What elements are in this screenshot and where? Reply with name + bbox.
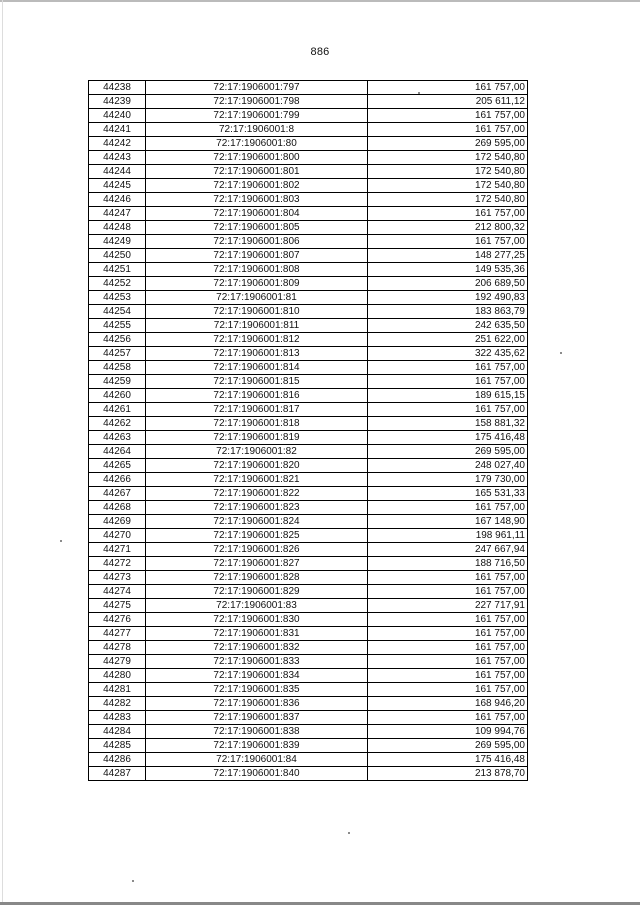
value-cell: 161 757,00	[368, 123, 528, 137]
row-number-cell: 44274	[89, 585, 146, 599]
value-cell: 205 611,12	[368, 95, 528, 109]
table-row	[89, 277, 528, 291]
row-number-cell: 44242	[89, 137, 146, 151]
value-cell: 148 277,25	[368, 249, 528, 263]
value-cell: 269 595,00	[368, 137, 528, 151]
cadastral-number-cell: 72:17:1906001:814	[146, 361, 368, 375]
value-cell: 247 667,94	[368, 543, 528, 557]
table-row	[89, 753, 528, 767]
row-number-cell: 44244	[89, 165, 146, 179]
cadastral-number-cell: 72:17:1906001:819	[146, 431, 368, 445]
value-cell: 188 716,50	[368, 557, 528, 571]
cadastral-number-cell: 72:17:1906001:828	[146, 571, 368, 585]
table-row	[89, 417, 528, 431]
table-row	[89, 347, 528, 361]
cadastral-number-cell: 72:17:1906001:829	[146, 585, 368, 599]
value-cell: 158 881,32	[368, 417, 528, 431]
table-row	[89, 473, 528, 487]
row-number-cell: 44240	[89, 109, 146, 123]
value-cell: 183 863,79	[368, 305, 528, 319]
cadastral-number-cell: 72:17:1906001:806	[146, 235, 368, 249]
cadastral-number-cell: 72:17:1906001:831	[146, 627, 368, 641]
page-top-edge	[0, 0, 640, 2]
row-number-cell: 44271	[89, 543, 146, 557]
row-number-cell: 44270	[89, 529, 146, 543]
cadastral-number-cell: 72:17:1906001:811	[146, 319, 368, 333]
table-row	[89, 739, 528, 753]
table-row	[89, 543, 528, 557]
cadastral-number-cell: 72:17:1906001:81	[146, 291, 368, 305]
row-number-cell: 44279	[89, 655, 146, 669]
cadastral-number-cell: 72:17:1906001:823	[146, 501, 368, 515]
table-row	[89, 459, 528, 473]
value-cell: 242 635,50	[368, 319, 528, 333]
cadastral-number-cell: 72:17:1906001:836	[146, 697, 368, 711]
row-number-cell: 44248	[89, 221, 146, 235]
cadastral-number-cell: 72:17:1906001:813	[146, 347, 368, 361]
table-row	[89, 683, 528, 697]
table-row	[89, 375, 528, 389]
row-number-cell: 44247	[89, 207, 146, 221]
value-cell: 161 757,00	[368, 613, 528, 627]
value-cell: 161 757,00	[368, 683, 528, 697]
row-number-cell: 44278	[89, 641, 146, 655]
table-row	[89, 571, 528, 585]
row-number-cell: 44284	[89, 725, 146, 739]
table-row	[89, 249, 528, 263]
cadastral-number-cell: 72:17:1906001:802	[146, 179, 368, 193]
row-number-cell: 44275	[89, 599, 146, 613]
value-cell: 161 757,00	[368, 403, 528, 417]
cadastral-number-cell: 72:17:1906001:818	[146, 417, 368, 431]
cadastral-number-cell: 72:17:1906001:820	[146, 459, 368, 473]
cadastral-number-cell: 72:17:1906001:832	[146, 641, 368, 655]
table-row	[89, 585, 528, 599]
value-cell: 161 757,00	[368, 235, 528, 249]
value-cell: 227 717,91	[368, 599, 528, 613]
table-row	[89, 627, 528, 641]
cadastral-number-cell: 72:17:1906001:822	[146, 487, 368, 501]
row-number-cell: 44254	[89, 305, 146, 319]
cadastral-number-cell: 72:17:1906001:825	[146, 529, 368, 543]
cadastral-number-cell: 72:17:1906001:827	[146, 557, 368, 571]
value-cell: 172 540,80	[368, 193, 528, 207]
cadastral-number-cell: 72:17:1906001:833	[146, 655, 368, 669]
table-row	[89, 557, 528, 571]
value-cell: 248 027,40	[368, 459, 528, 473]
row-number-cell: 44250	[89, 249, 146, 263]
scan-speck	[560, 352, 562, 354]
cadastral-number-cell: 72:17:1906001:812	[146, 333, 368, 347]
row-number-cell: 44245	[89, 179, 146, 193]
cadastral-number-cell: 72:17:1906001:797	[146, 81, 368, 95]
row-number-cell: 44243	[89, 151, 146, 165]
table-row	[89, 81, 528, 95]
table-row	[89, 305, 528, 319]
value-cell: 165 531,33	[368, 487, 528, 501]
row-number-cell: 44265	[89, 459, 146, 473]
cadastral-number-cell: 72:17:1906001:826	[146, 543, 368, 557]
value-cell: 212 800,32	[368, 221, 528, 235]
row-number-cell: 44282	[89, 697, 146, 711]
value-cell: 161 757,00	[368, 711, 528, 725]
cadastral-number-cell: 72:17:1906001:83	[146, 599, 368, 613]
row-number-cell: 44264	[89, 445, 146, 459]
value-cell: 179 730,00	[368, 473, 528, 487]
row-number-cell: 44258	[89, 361, 146, 375]
scan-speck	[348, 832, 350, 834]
value-cell: 172 540,80	[368, 151, 528, 165]
value-cell: 172 540,80	[368, 165, 528, 179]
table-row	[89, 151, 528, 165]
cadastral-number-cell: 72:17:1906001:803	[146, 193, 368, 207]
value-cell: 161 757,00	[368, 207, 528, 221]
cadastral-value-table	[88, 80, 528, 781]
table-row	[89, 291, 528, 305]
table-row	[89, 445, 528, 459]
row-number-cell: 44255	[89, 319, 146, 333]
row-number-cell: 44272	[89, 557, 146, 571]
value-cell: 161 757,00	[368, 501, 528, 515]
value-cell: 175 416,48	[368, 753, 528, 767]
table-row	[89, 389, 528, 403]
value-cell: 189 615,15	[368, 389, 528, 403]
cadastral-number-cell: 72:17:1906001:830	[146, 613, 368, 627]
value-cell: 161 757,00	[368, 81, 528, 95]
table-row	[89, 767, 528, 781]
value-cell: 161 757,00	[368, 361, 528, 375]
row-number-cell: 44276	[89, 613, 146, 627]
value-cell: 192 490,83	[368, 291, 528, 305]
table-row	[89, 235, 528, 249]
value-cell: 161 757,00	[368, 109, 528, 123]
table-row	[89, 515, 528, 529]
cadastral-number-cell: 72:17:1906001:809	[146, 277, 368, 291]
row-number-cell: 44239	[89, 95, 146, 109]
row-number-cell: 44238	[89, 81, 146, 95]
cadastral-number-cell: 72:17:1906001:800	[146, 151, 368, 165]
cadastral-number-cell: 72:17:1906001:834	[146, 669, 368, 683]
table-row	[89, 697, 528, 711]
row-number-cell: 44287	[89, 767, 146, 781]
value-cell: 149 535,36	[368, 263, 528, 277]
value-cell: 269 595,00	[368, 739, 528, 753]
row-number-cell: 44268	[89, 501, 146, 515]
value-cell: 213 878,70	[368, 767, 528, 781]
table-row	[89, 333, 528, 347]
row-number-cell: 44280	[89, 669, 146, 683]
table-row	[89, 403, 528, 417]
cadastral-number-cell: 72:17:1906001:808	[146, 263, 368, 277]
cadastral-number-cell: 72:17:1906001:840	[146, 767, 368, 781]
row-number-cell: 44263	[89, 431, 146, 445]
row-number-cell: 44285	[89, 739, 146, 753]
row-number-cell: 44261	[89, 403, 146, 417]
value-cell: 168 946,20	[368, 697, 528, 711]
table-row	[89, 193, 528, 207]
cadastral-number-cell: 72:17:1906001:82	[146, 445, 368, 459]
cadastral-number-cell: 72:17:1906001:839	[146, 739, 368, 753]
cadastral-number-cell: 72:17:1906001:817	[146, 403, 368, 417]
row-number-cell: 44251	[89, 263, 146, 277]
table-row	[89, 207, 528, 221]
table-row	[89, 319, 528, 333]
page-left-edge	[2, 0, 3, 905]
value-cell: 161 757,00	[368, 375, 528, 389]
value-cell: 161 757,00	[368, 641, 528, 655]
row-number-cell: 44281	[89, 683, 146, 697]
table-row	[89, 641, 528, 655]
table-row	[89, 137, 528, 151]
table-row	[89, 123, 528, 137]
scan-speck	[132, 880, 134, 882]
value-cell: 198 961,11	[368, 529, 528, 543]
row-number-cell: 44246	[89, 193, 146, 207]
table-row	[89, 669, 528, 683]
row-number-cell: 44260	[89, 389, 146, 403]
value-cell: 251 622,00	[368, 333, 528, 347]
value-cell: 161 757,00	[368, 627, 528, 641]
page-number: 886	[310, 46, 330, 58]
value-cell: 269 595,00	[368, 445, 528, 459]
cadastral-number-cell: 72:17:1906001:837	[146, 711, 368, 725]
value-cell: 167 148,90	[368, 515, 528, 529]
table-row	[89, 221, 528, 235]
row-number-cell: 44249	[89, 235, 146, 249]
cadastral-number-cell: 72:17:1906001:807	[146, 249, 368, 263]
row-number-cell: 44257	[89, 347, 146, 361]
table-row	[89, 431, 528, 445]
value-cell: 322 435,62	[368, 347, 528, 361]
value-cell: 161 757,00	[368, 585, 528, 599]
value-cell: 109 994,76	[368, 725, 528, 739]
table-row	[89, 529, 528, 543]
row-number-cell: 44256	[89, 333, 146, 347]
scan-speck	[418, 92, 420, 94]
row-number-cell: 44262	[89, 417, 146, 431]
cadastral-number-cell: 72:17:1906001:801	[146, 165, 368, 179]
table-row	[89, 361, 528, 375]
table-row	[89, 109, 528, 123]
table-row	[89, 263, 528, 277]
row-number-cell: 44277	[89, 627, 146, 641]
cadastral-number-cell: 72:17:1906001:835	[146, 683, 368, 697]
row-number-cell: 44252	[89, 277, 146, 291]
cadastral-number-cell: 72:17:1906001:838	[146, 725, 368, 739]
table-row	[89, 165, 528, 179]
value-cell: 175 416,48	[368, 431, 528, 445]
table-row	[89, 613, 528, 627]
row-number-cell: 44283	[89, 711, 146, 725]
table-row	[89, 95, 528, 109]
row-number-cell: 44266	[89, 473, 146, 487]
table-row	[89, 711, 528, 725]
table-row	[89, 179, 528, 193]
cadastral-number-cell: 72:17:1906001:810	[146, 305, 368, 319]
scan-speck	[60, 540, 62, 542]
value-cell: 206 689,50	[368, 277, 528, 291]
table-row	[89, 501, 528, 515]
cadastral-number-cell: 72:17:1906001:8	[146, 123, 368, 137]
cadastral-number-cell: 72:17:1906001:821	[146, 473, 368, 487]
cadastral-number-cell: 72:17:1906001:816	[146, 389, 368, 403]
table-row	[89, 655, 528, 669]
cadastral-number-cell: 72:17:1906001:805	[146, 221, 368, 235]
cadastral-number-cell: 72:17:1906001:84	[146, 753, 368, 767]
value-cell: 161 757,00	[368, 655, 528, 669]
cadastral-number-cell: 72:17:1906001:799	[146, 109, 368, 123]
row-number-cell: 44267	[89, 487, 146, 501]
table-row	[89, 487, 528, 501]
value-cell: 161 757,00	[368, 571, 528, 585]
row-number-cell: 44241	[89, 123, 146, 137]
row-number-cell: 44269	[89, 515, 146, 529]
cadastral-number-cell: 72:17:1906001:798	[146, 95, 368, 109]
row-number-cell: 44253	[89, 291, 146, 305]
cadastral-number-cell: 72:17:1906001:815	[146, 375, 368, 389]
row-number-cell: 44273	[89, 571, 146, 585]
cadastral-number-cell: 72:17:1906001:824	[146, 515, 368, 529]
table-row	[89, 599, 528, 613]
cadastral-number-cell: 72:17:1906001:804	[146, 207, 368, 221]
table-row	[89, 725, 528, 739]
value-cell: 161 757,00	[368, 669, 528, 683]
table-body	[89, 81, 528, 781]
row-number-cell: 44286	[89, 753, 146, 767]
value-cell: 172 540,80	[368, 179, 528, 193]
row-number-cell: 44259	[89, 375, 146, 389]
cadastral-number-cell: 72:17:1906001:80	[146, 137, 368, 151]
